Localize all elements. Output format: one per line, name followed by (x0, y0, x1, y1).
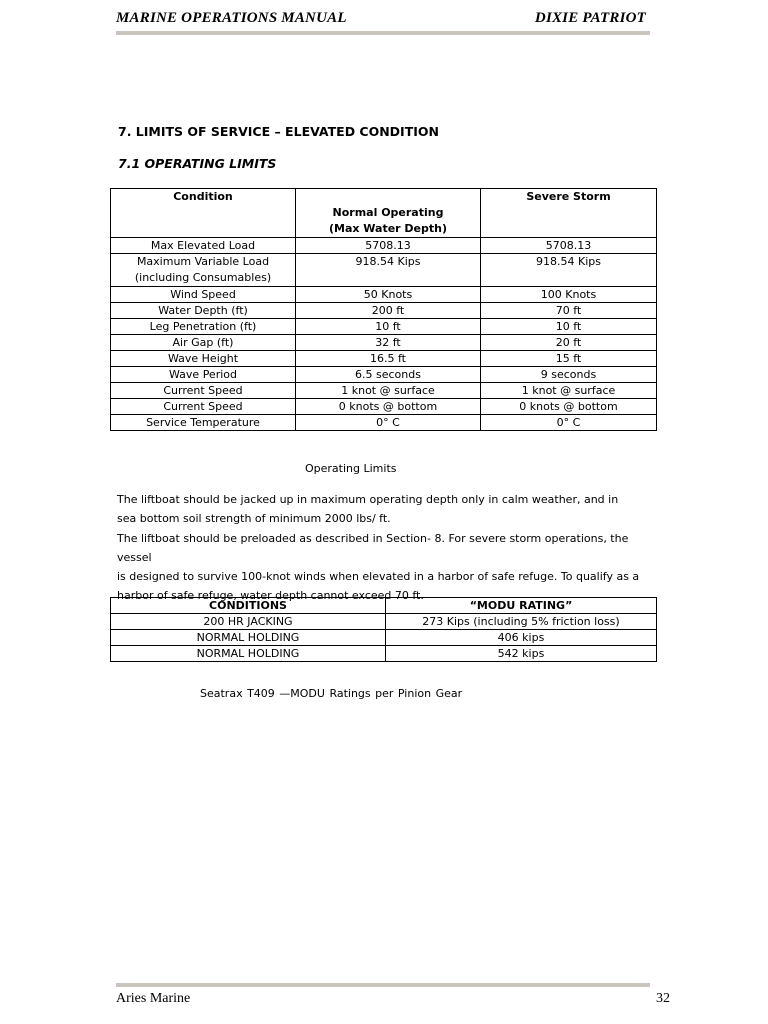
table-row (111, 614, 657, 630)
table-cell: 5708.13 (481, 238, 657, 254)
table-cell: Current Speed (111, 399, 296, 415)
table-row (111, 287, 657, 303)
table-cell: 1 knot @ surface (296, 383, 481, 399)
table-row (111, 383, 657, 399)
table-cell: NORMAL HOLDING (111, 646, 386, 662)
variable-load-sublabel: (including Consumables) (134, 271, 272, 284)
table-cell: 5708.13 (296, 238, 481, 254)
table-header-row (111, 598, 657, 614)
table-row (111, 254, 657, 287)
paragraph-line: sea bottom soil strength of minimum 2000 lbs/ ft. (117, 512, 391, 526)
max-water-depth-label: (Max Water Depth) (328, 222, 448, 235)
header-vessel-name: DIXIE PATRIOT (534, 10, 646, 26)
table-cell: Air Gap (ft) (111, 335, 296, 351)
footer-rule (116, 983, 650, 987)
section-title: 7. LIMITS OF SERVICE – ELEVATED CONDITION (118, 124, 439, 139)
operating-limits-caption: Operating Limits (305, 462, 397, 475)
table-cell: 6.5 seconds (296, 367, 481, 383)
operating-limits-table (110, 188, 657, 431)
table-cell: 50 Knots (296, 287, 481, 303)
table-cell: NORMAL HOLDING (111, 630, 386, 646)
page-number: 32 (656, 991, 670, 1006)
variable-load-label: Maximum Variable Load (136, 255, 270, 268)
table-row (111, 399, 657, 415)
table-cell: 0 knots @ bottom (296, 399, 481, 415)
body-paragraph (117, 490, 657, 606)
table-row (111, 367, 657, 383)
normal-operating-label: Normal Operating (332, 206, 444, 219)
table-cell: 15 ft (481, 351, 657, 367)
table-cell: 0° C (481, 415, 657, 431)
table-row (111, 319, 657, 335)
header-rule (116, 31, 650, 35)
table-cell (111, 254, 296, 287)
table-row (111, 238, 657, 254)
footer-company: Aries Marine (116, 991, 191, 1006)
paragraph-line: The liftboat should be jacked up in maximum operating depth only in calm weather, and in (117, 493, 619, 506)
table-row (111, 303, 657, 319)
table-cell: Current Speed (111, 383, 296, 399)
table-cell: 542 kips (386, 646, 657, 662)
table-cell: 406 kips (386, 630, 657, 646)
header-manual-title: MARINE OPERATIONS MANUAL (116, 10, 347, 26)
table-cell: Wave Height (111, 351, 296, 367)
col-modu-rating-header: “MODU RATING” (386, 598, 657, 614)
table-row (111, 630, 657, 646)
table-cell: 200 ft (296, 303, 481, 319)
paragraph-line: harbor of safe refuge, water depth cannot exceed 70 ft. (117, 589, 424, 603)
table-cell: 273 Kips (including 5% friction loss) (386, 614, 657, 630)
table-cell: 32 ft (296, 335, 481, 351)
col-severe-storm-header: Severe Storm (481, 189, 657, 238)
table-cell: 0° C (296, 415, 481, 431)
table-cell: Service Temperature (111, 415, 296, 431)
table-row (111, 335, 657, 351)
table-cell: 0 knots @ bottom (481, 399, 657, 415)
table-cell: 10 ft (481, 319, 657, 335)
table-cell: Wave Period (111, 367, 296, 383)
table-row (111, 415, 657, 431)
table-cell: 918.54 Kips (481, 254, 657, 287)
table-row (111, 351, 657, 367)
table-cell: Leg Penetration (ft) (111, 319, 296, 335)
modu-rating-table (110, 597, 657, 662)
col-conditions-header: CONDITIONS (111, 598, 386, 614)
table-cell: Water Depth (ft) (111, 303, 296, 319)
table-cell: 10 ft (296, 319, 481, 335)
subsection-title: 7.1 OPERATING LIMITS (118, 156, 277, 171)
table-header-row (111, 189, 657, 238)
table-cell: 16.5 ft (296, 351, 481, 367)
table-cell: 200 HR JACKING (111, 614, 386, 630)
modu-rating-caption: Seatrax T409 —MODU Ratings per Pinion Gear (200, 687, 463, 700)
table-cell: 100 Knots (481, 287, 657, 303)
paragraph-line: is designed to survive 100-knot winds when elevated in a harbor of safe refuge. To qualify as a (117, 570, 640, 584)
table-cell: Wind Speed (111, 287, 296, 303)
table-row (111, 646, 657, 662)
table-cell: 9 seconds (481, 367, 657, 383)
table-cell: 70 ft (481, 303, 657, 319)
table-cell: 918.54 Kips (296, 254, 481, 287)
col-condition-header: Condition (111, 189, 296, 238)
table-cell: 20 ft (481, 335, 657, 351)
paragraph-line: The liftboat should be preloaded as described in Section- 8. For severe storm operations, the vessel (117, 531, 629, 564)
table-cell: Max Elevated Load (111, 238, 296, 254)
table-cell: 1 knot @ surface (481, 383, 657, 399)
col-normal-operating-header (296, 189, 481, 238)
